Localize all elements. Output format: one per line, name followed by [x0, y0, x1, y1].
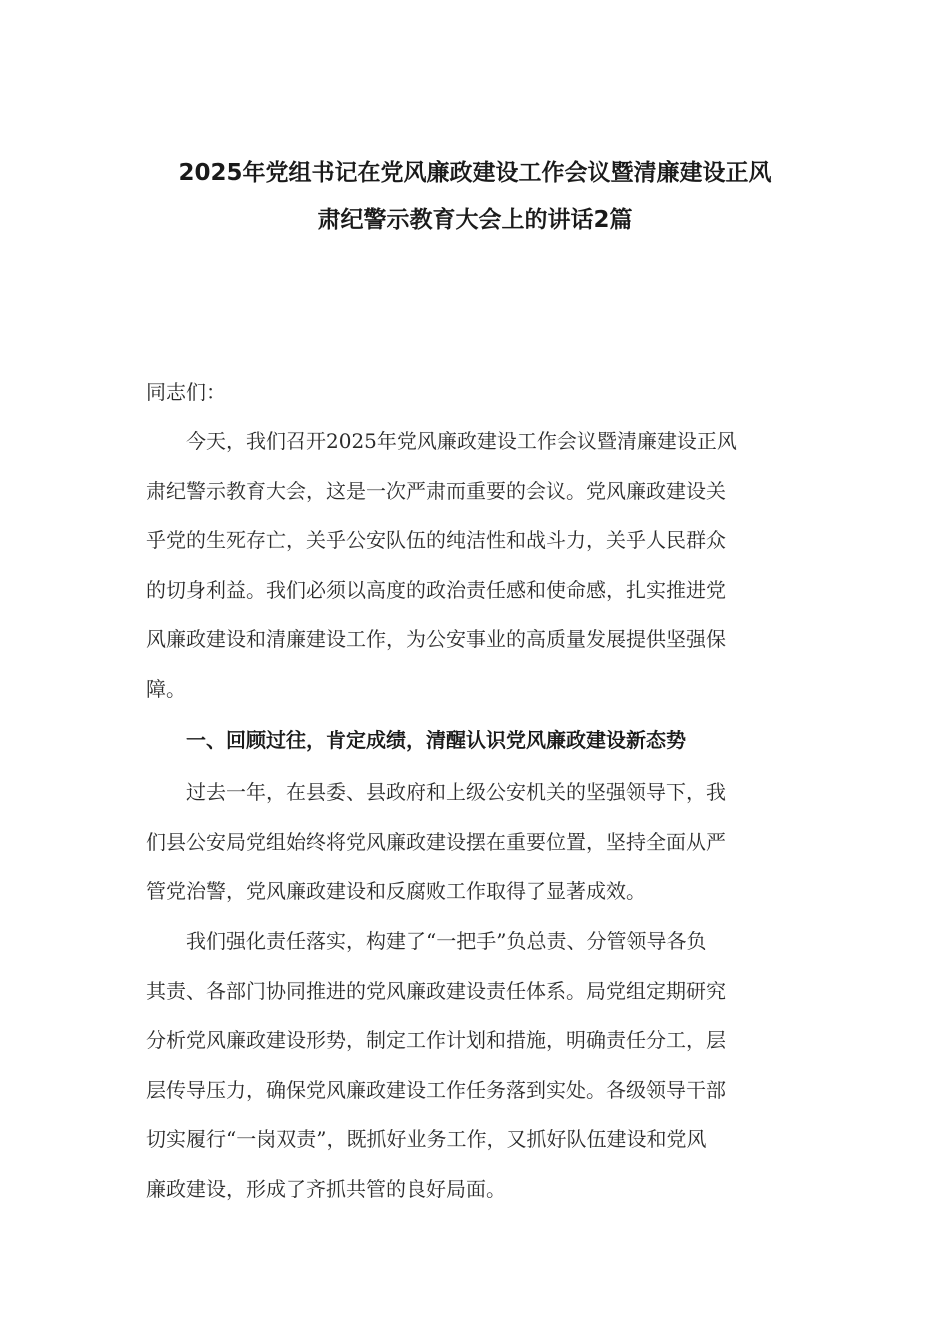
paragraph-line: 我们强化责任落实，构建了“一把手”负总责、分管领导各负: [186, 929, 707, 953]
paragraph-line: 障。: [146, 676, 186, 701]
paragraph-1: [146, 417, 796, 715]
paragraph-line: 乎党的生死存亡，关乎公安队伍的纯洁性和战斗力，关乎人民群众: [146, 528, 726, 553]
paragraph-2: [146, 768, 796, 917]
paragraph-line: 们县公安局党组始终将党风廉政建设摆在重要位置，坚持全面从严: [146, 829, 726, 854]
paragraph-line: 廉政建设，形成了齐抓共管的良好局面。: [146, 1176, 506, 1201]
document-title: [140, 150, 810, 244]
paragraph-line: 今天，我们召开2025年党风廉政建设工作会议暨清廉建设正风: [186, 429, 737, 453]
paragraph-line: 过去一年，在县委、县政府和上级公安机关的坚强领导下，我: [186, 780, 726, 804]
paragraph-line: 层传导压力，确保党风廉政建设工作任务落到实处。各级领导干部: [146, 1077, 726, 1102]
paragraph-line: 切实履行“一岗双责”，既抓好业务工作，又抓好队伍建设和党风: [146, 1127, 707, 1152]
paragraph-line: 肃纪警示教育大会，这是一次严肃而重要的会议。党风廉政建设关: [146, 478, 726, 503]
paragraph-line: 管党治警，党风廉政建设和反腐败工作取得了显著成效。: [146, 879, 646, 904]
paragraph-line: 其责、各部门协同推进的党风廉政建设责任体系。局党组定期研究: [146, 978, 726, 1003]
title-line: 肃纪警示教育大会上的讲话2篇: [317, 207, 633, 233]
section-heading-text: 一、回顾过往，肯定成绩，清醒认识党风廉政建设新态势: [186, 728, 686, 752]
title-line: 2025年党组书记在党风廉政建设工作会议暨清廉建设正风: [178, 160, 772, 186]
section-heading: [146, 716, 796, 766]
paragraph-line: 分析党风廉政建设形势，制定工作计划和措施，明确责任分工，层: [146, 1028, 726, 1053]
paragraph-3: [146, 917, 796, 1215]
paragraph-line: 风廉政建设和清廉建设工作，为公安事业的高质量发展提供坚强保: [146, 627, 726, 652]
paragraph-line: 的切身利益。我们必须以高度的政治责任感和使命感，扎实推进党: [146, 577, 726, 602]
salutation-text: 同志们：: [146, 380, 226, 404]
salutation: [146, 368, 796, 418]
